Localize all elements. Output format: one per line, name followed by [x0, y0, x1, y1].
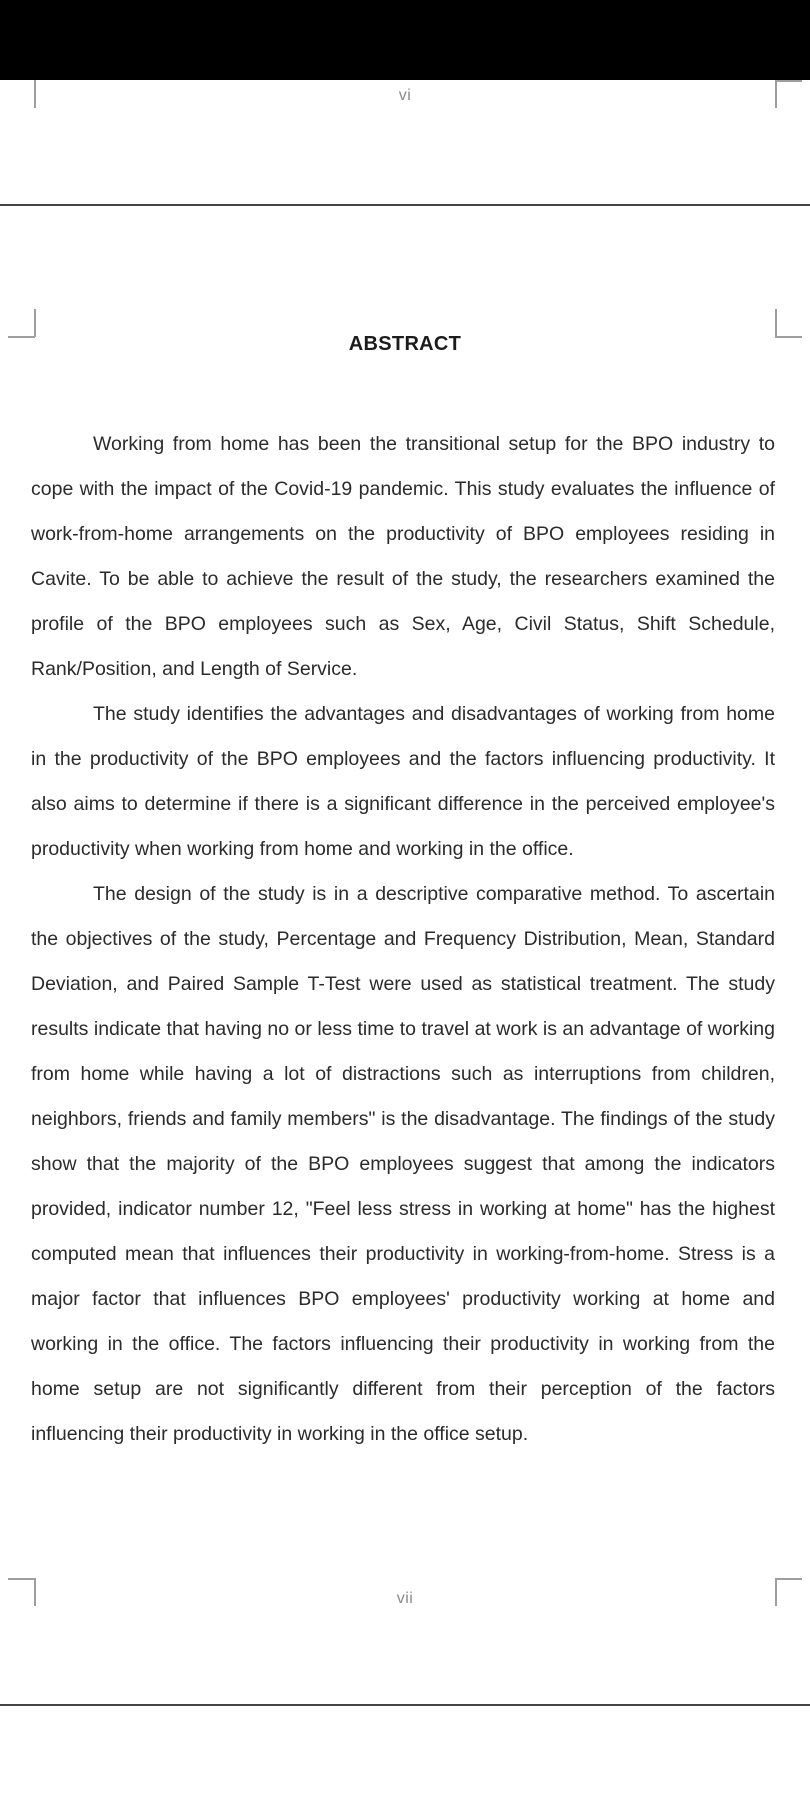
abstract-paragraph-3: The design of the study is in a descriptive comparative method. To ascertain the objectives of the study, Percentage and Frequency Distribution, Mean, Standard Deviation, and Paired Sample T-Test were used as statistical treatment. The study results indicate that having no or less time to travel at work is an advantage of working from home while having a lot of distractions such as interruptions from children, neighbors, friends and family members" is the disadvantage. The findings of the study show that the majority of the BPO employees suggest that among the indicators provided, indicator number 12, "Feel less stress in working at home" has the highest computed mean that influences their productivity in working-from-home. Stress is a major factor that influences BPO employees' productivity working at home and working in the office. The factors influencing their productivity in working from the home setup are not significantly different from their perception of the factors influencing their productivity in working in the office setup.: [31, 883, 775, 1445]
margin-corner-mark: [775, 80, 777, 108]
page-break-line: [0, 1704, 810, 1706]
page-break-line: [0, 204, 810, 206]
margin-corner-mark: [775, 1578, 802, 1580]
redacted-header-bar: [0, 0, 810, 80]
page-number-vi: vi: [398, 87, 412, 104]
abstract-body: [31, 422, 775, 1457]
abstract-paragraph-1: Working from home has been the transitional setup for the BPO industry to cope with the impact of the Covid-19 pandemic. This study evaluates the influence of work-from-home arrangements on the productivity of BPO employees residing in Cavite. To be able to achieve the result of the study, the researchers examined the profile of the BPO employees such as Sex, Age, Civil Status, Shift Schedule, Rank/Position, and Length of Service.: [31, 433, 775, 680]
abstract-heading: ABSTRACT: [348, 333, 462, 355]
margin-corner-mark: [8, 1578, 35, 1580]
margin-corner-mark: [34, 80, 36, 108]
margin-corner-mark: [775, 80, 802, 82]
page-number-vii: vii: [396, 1590, 414, 1607]
abstract-paragraph-2: The study identifies the advantages and disadvantages of working from home in the productivity of the BPO employees and the factors influencing productivity. It also aims to determine if there is a significant difference in the perceived employee's productivity when working from home and working in the office.: [31, 703, 775, 860]
